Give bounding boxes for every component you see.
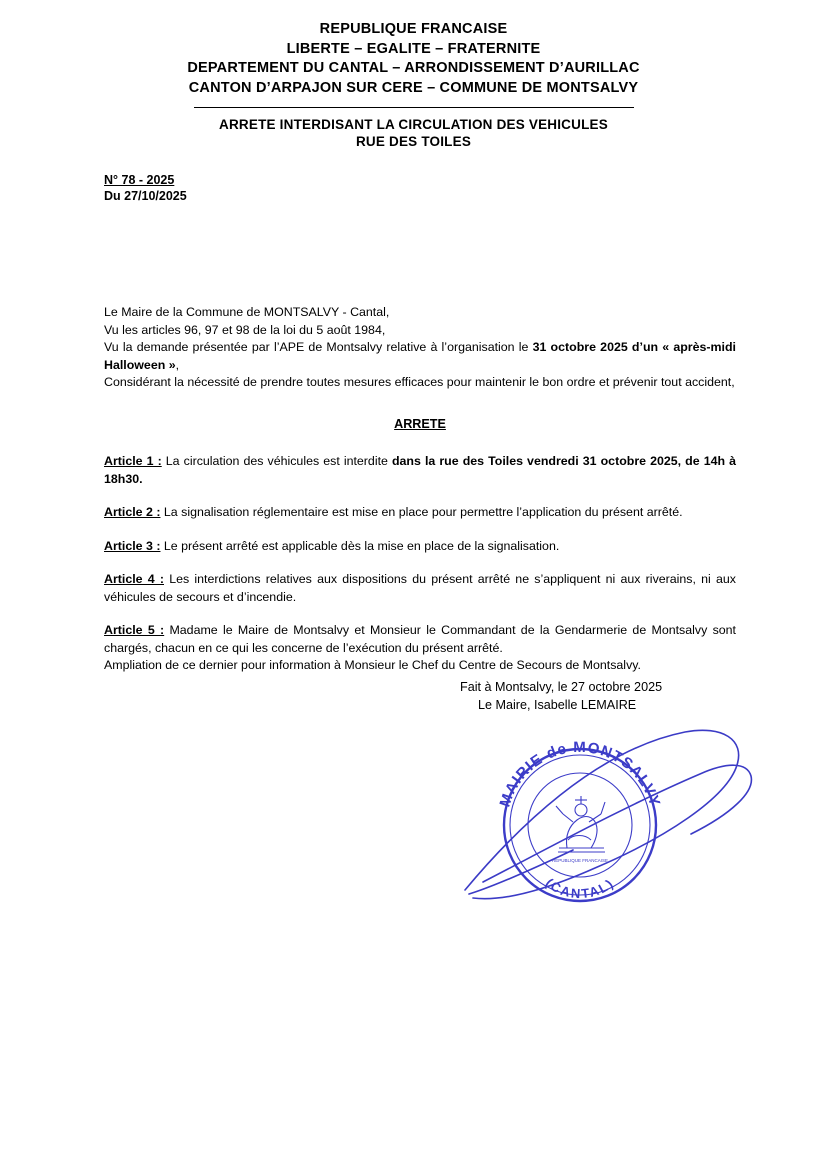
preamble-line-3-part-a: Vu la demande présentée par l’APE de Montsalvy relative à l’organisation le — [104, 340, 533, 354]
preamble-line-4: Considérant la nécessité de prendre toutes mesures efficaces pour maintenir le bon ordre et prévenir tout accident, — [104, 375, 735, 389]
svg-text:REPUBLIQUE FRANCAISE: REPUBLIQUE FRANCAISE — [551, 858, 609, 863]
article-5-text-extra: Ampliation de ce dernier pour information à Monsieur le Chef du Centre de Secours de Montsalvy. — [104, 658, 641, 672]
header-line-department: DEPARTEMENT DU CANTAL – ARRONDISSEMENT D’AURILLAC — [187, 60, 640, 76]
article-1-text-a: La circulation des véhicules est interdite — [161, 454, 392, 468]
document-title-line-1: ARRETE INTERDISANT LA CIRCULATION DES VEHICULES — [219, 117, 608, 132]
article-5 — [104, 622, 736, 675]
header-line-canton: CANTON D’ARPAJON SUR CERE – COMMUNE DE MONTSALVY — [188, 79, 639, 96]
article-2 — [104, 504, 736, 522]
article-2-text: La signalisation réglementaire est mise en place pour permettre l’application du présent arrêté. — [160, 505, 683, 519]
reference-block — [104, 172, 187, 204]
document-title-line-2: RUE DES TOILES — [355, 134, 472, 149]
arrete-heading: ARRETE — [394, 416, 446, 431]
svg-text:(CANTAL): (CANTAL) — [542, 875, 618, 902]
stamp-circle — [496, 739, 663, 901]
preamble-line-3-part-c: , — [175, 357, 180, 372]
reference-date: Du 27/10/2025 — [104, 189, 187, 203]
article-2-label: Article 2 : — [104, 505, 161, 519]
article-3-text: Le présent arrêté est applicable dès la mise en place de la signalisation. — [160, 538, 560, 553]
header-divider — [194, 107, 634, 108]
header-line-motto: LIBERTE – EGALITE – FRATERNITE — [286, 40, 541, 57]
article-1-text-bold: dans la rue des Toiles vendredi 31 octobre 2025, de 14h à 18h30. — [104, 454, 737, 486]
document-body — [104, 304, 736, 675]
header-line-republic: REPUBLIQUE FRANCAISE — [319, 21, 508, 37]
svg-text:MAIRIE de MONTSALVY: MAIRIE de MONTSALVY — [496, 739, 664, 810]
reference-number: N° 78 - 2025 — [104, 173, 175, 187]
article-5-label: Article 5 : — [104, 623, 165, 637]
article-4-label: Article 4 : — [104, 572, 164, 586]
article-1 — [104, 453, 736, 488]
signature-block — [460, 678, 662, 714]
preamble — [104, 304, 736, 392]
preamble-line-3-highlight: 31 octobre 2025 d’un « après-midi Halloween » — [104, 340, 736, 372]
mayor-stamp — [455, 710, 765, 930]
article-4 — [104, 571, 736, 606]
preamble-line-2: Vu les articles 96, 97 et 98 de la loi du 5 août 1984, — [104, 322, 386, 337]
article-4-text: Les interdictions relatives aux dispositions du présent arrêté ne s’appliquent ni aux riverains, ni aux véhicules de secours et d’incendie. — [104, 572, 736, 604]
article-5-text: Madame le Maire de Montsalvy et Monsieur le Commandant de la Gendarmerie de Montsalvy sont chargés, chacun en ce qui les concerne de l’exécution du présent arrêté. — [104, 623, 736, 655]
signature-place-date: Fait à Montsalvy, le 27 octobre 2025 — [460, 680, 663, 694]
preamble-line-1: Le Maire de la Commune de MONTSALVY - Cantal, — [104, 305, 390, 319]
signature-name: Le Maire, Isabelle LEMAIRE — [478, 698, 637, 712]
article-3-label: Article 3 : — [104, 538, 161, 553]
article-1-label: Article 1 : — [104, 454, 162, 468]
article-3 — [104, 538, 736, 556]
document-header — [0, 20, 827, 150]
preamble-line-3 — [104, 339, 736, 374]
